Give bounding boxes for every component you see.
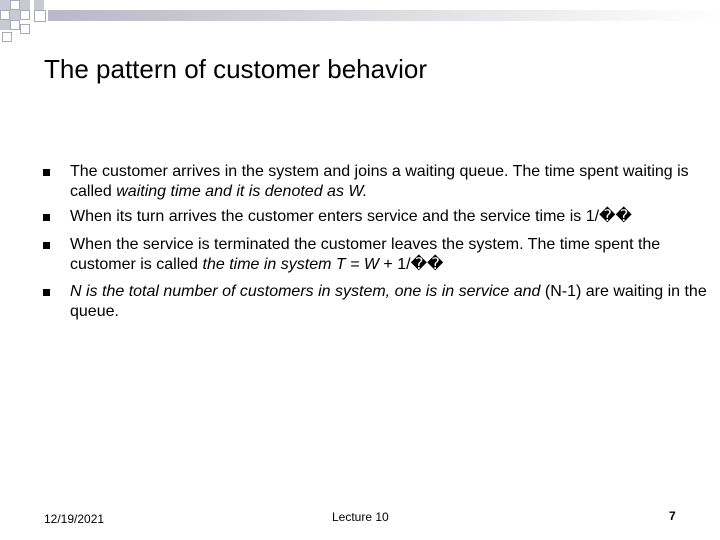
bullet-text [70,235,710,275]
bullet-text [70,162,710,202]
bullet-text-segment: the time in system T = W [202,256,379,273]
bullet-text-segment: The customer arrives in the system and joins a waiting queue. The time spent waiting is called [70,163,689,200]
page-number: 7 [669,509,676,523]
deco-square [34,10,46,22]
bullet-text-segment: (N-1) are waiting in the queue. [70,283,707,320]
slide-title: The pattern of customer behavior [44,54,427,84]
bullet-item [40,282,710,322]
bullet-text [70,282,710,322]
deco-square [0,20,10,30]
bullet-text-segment: When its turn arrives the customer enters service and the service time is 1/�� [70,208,632,225]
deco-square [10,0,20,10]
bullet-text-segment: N is the total number of customers in system, one is in service and [70,283,545,300]
square-bullet-icon [43,289,50,296]
decorative-header-squares [0,0,720,45]
deco-square [0,0,10,10]
footer-date: 12/19/2021 [44,512,105,526]
bullet-item [40,235,710,275]
deco-square [20,10,30,20]
bullet-item [40,207,710,227]
deco-square [2,32,12,42]
deco-square [10,10,20,20]
square-bullet-icon [43,242,50,249]
deco-square [34,0,44,10]
bullet-text [70,207,710,227]
bullet-text-segment: + 1/�� [378,256,444,273]
bullet-text-segment: waiting time and it is denoted as W. [116,183,368,200]
deco-square [20,0,30,10]
deco-square [20,24,30,34]
title-bar-gradient [48,10,720,21]
deco-square [10,20,20,30]
square-bullet-icon [43,169,50,176]
square-bullet-icon [43,214,50,221]
footer-lecture: Lecture 10 [332,510,389,524]
bullet-item [40,162,710,202]
deco-square [0,10,10,20]
bullet-text-segment: When the service is terminated the customer leaves the system. The time spent the customer is called [70,236,661,273]
